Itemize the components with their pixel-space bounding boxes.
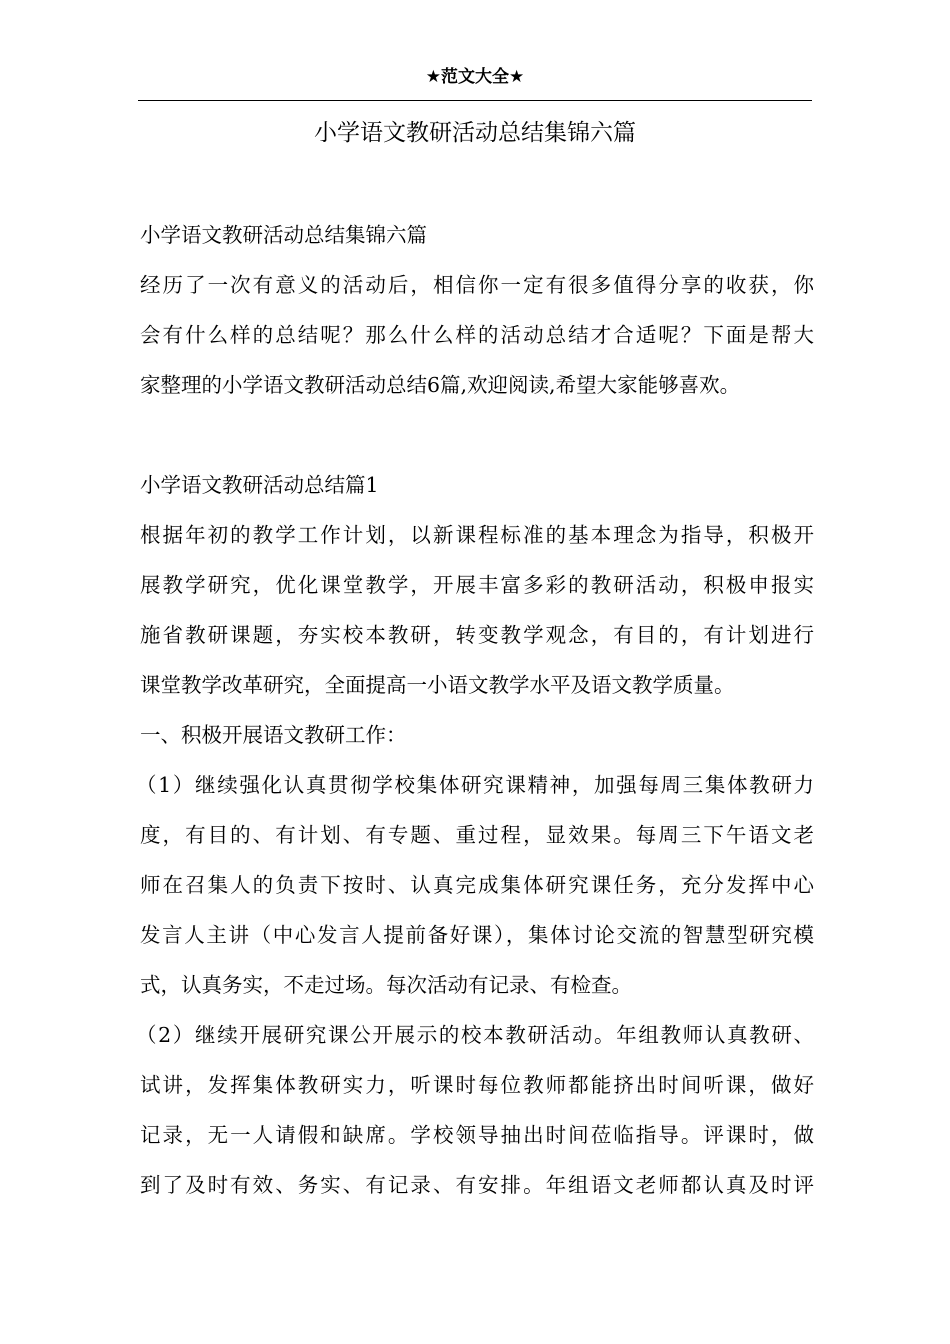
paragraph-line: 施省教研课题，夯实校本教研，转变教学观念，有目的，有计划进行 xyxy=(140,623,814,647)
page-header: ★范文大全★ xyxy=(425,67,525,87)
paragraph-line: 度，有目的、有计划、有专题、重过程，显效果。每周三下午语文老 xyxy=(140,823,814,847)
paragraph-line: 课堂教学改革研究，全面提高一小语文教学水平及语文教学质量。 xyxy=(140,673,735,697)
paragraph-line: 经历了一次有意义的活动后，相信你一定有很多值得分享的收获，你 xyxy=(140,273,814,297)
paragraph-line: 发言人主讲（中心发言人提前备好课），集体讨论交流的智慧型研究模 xyxy=(140,923,814,947)
paragraph-line: 试讲，发挥集体教研实力，听课时每位教师都能挤出时间听课，做好 xyxy=(140,1073,814,1097)
paragraph-line: 师在召集人的负责下按时、认真完成集体研究课任务，充分发挥中心 xyxy=(140,873,814,897)
document-title: 小学语文教研活动总结集锦六篇 xyxy=(314,120,636,146)
paragraph-line: 家整理的小学语文教研活动总结6篇,欢迎阅读,希望大家能够喜欢。 xyxy=(140,373,741,397)
paragraph-line: （2）继续开展研究课公开展示的校本教研活动。年组教师认真教研、 xyxy=(136,1023,814,1047)
paragraph-line: 展教学研究，优化课堂教学，开展丰富多彩的教研活动，积极申报实 xyxy=(140,573,814,597)
paragraph-line: 会有什么样的总结呢？那么什么样的活动总结才合适呢？下面是帮大 xyxy=(140,323,814,347)
paragraph-line: 式，认真务实，不走过场。每次活动有记录、有检查。 xyxy=(140,973,632,997)
paragraph-line: 到了及时有效、务实、有记录、有安排。年组语文老师都认真及时评 xyxy=(140,1173,814,1197)
paragraph-line: 记录，无一人请假和缺席。学校领导抽出时间莅临指导。评课时，做 xyxy=(140,1123,814,1147)
section-heading: 小学语文教研活动总结篇1 xyxy=(140,473,379,497)
paragraph-line: （1）继续强化认真贯彻学校集体研究课精神，加强每周三集体教研力 xyxy=(136,773,814,797)
paragraph-line: 根据年初的教学工作计划，以新课程标准的基本理念为指导，积极开 xyxy=(140,523,814,547)
subtitle-line: 小学语文教研活动总结集锦六篇 xyxy=(140,223,427,247)
header-divider xyxy=(138,100,812,101)
subsection-heading: 一、积极开展语文教研工作： xyxy=(140,723,407,747)
